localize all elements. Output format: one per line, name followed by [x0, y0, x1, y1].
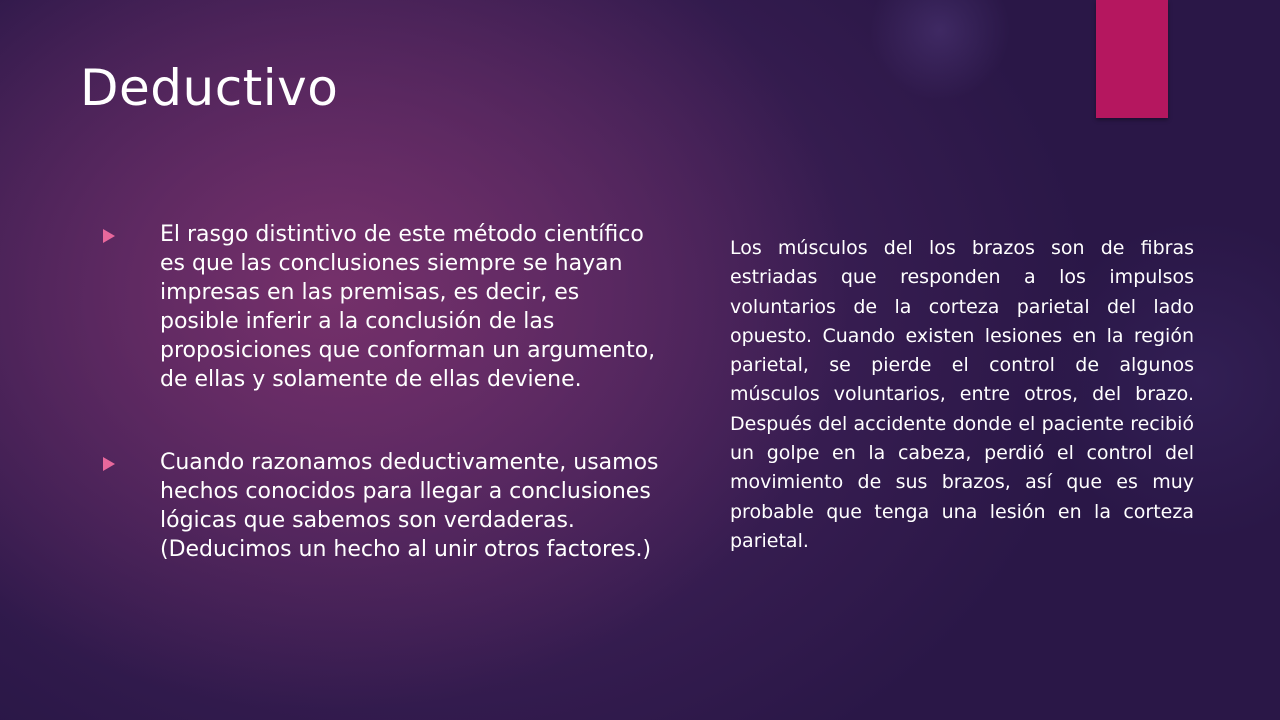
- example-paragraph: Los músculos del los brazos son de fibras estriadas que responden a los impulsos voluntarios de la corteza parietal del lado opuesto. Cuando existen lesiones en la región parietal, se pierde el control de algunos músculos voluntarios, entre otros, del brazo. Después del accidente donde el paciente recibió un golpe en la cabeza, perdió el control del movimiento de sus brazos, así que es muy probable que tenga una lesión en la corteza parietal.: [730, 237, 1194, 552]
- bullet-text: El rasgo distintivo de este método científico es que las conclusiones siempre se hayan impresas en las premisas, es decir, es posible inferir a la conclusión de las proposiciones que conforman un argumento, de ellas y solamente de ellas deviene.: [160, 222, 656, 392]
- accent-bar: [1096, 0, 1168, 118]
- bullet-text: Cuando razonamos deductivamente, usamos hechos conocidos para llegar a conclusiones lógicas que sabemos son verdaderas. (Deducimos un hecho al unir otros factores.): [160, 450, 659, 562]
- triangle-bullet-icon: [103, 457, 115, 471]
- bullet-list: [103, 220, 663, 618]
- triangle-bullet-icon: [103, 229, 115, 243]
- slide-title: Deductivo: [80, 59, 339, 117]
- bullet-item-definition: [103, 220, 663, 394]
- bullet-item-reasoning: [103, 448, 663, 564]
